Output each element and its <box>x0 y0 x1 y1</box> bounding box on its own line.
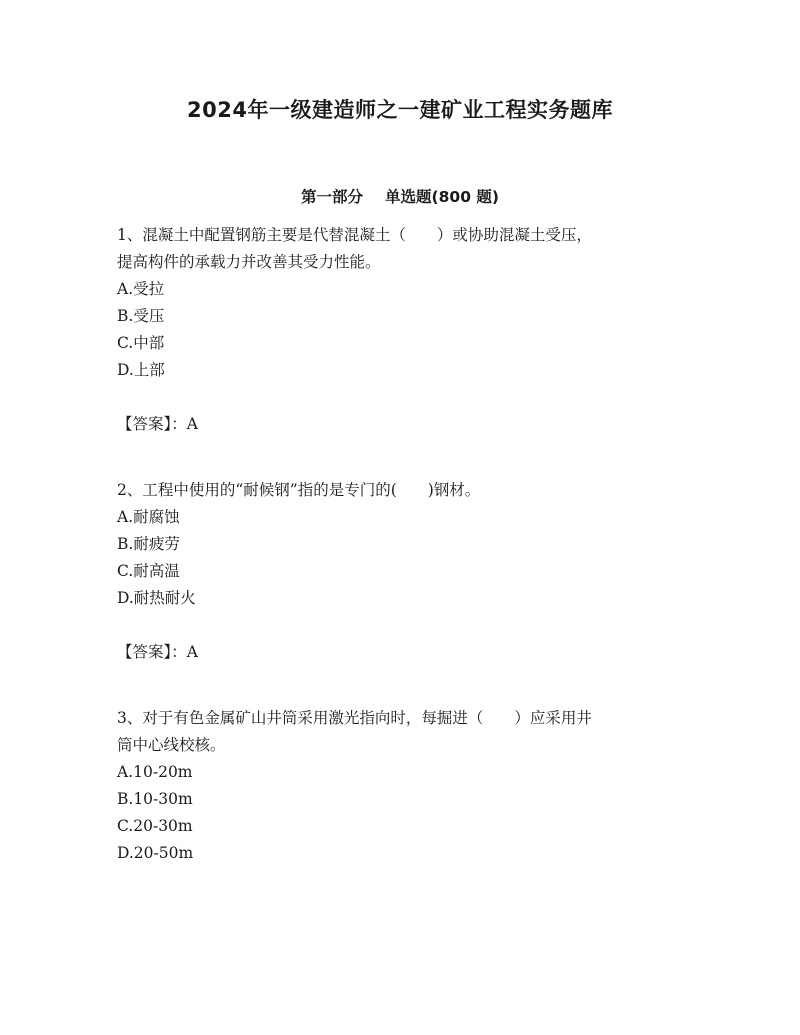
answer-line <box>117 639 683 666</box>
option-b: B.耐疲劳 <box>117 535 180 553</box>
option-a: A.受拉 <box>117 280 165 298</box>
question-stem: 筒中心线校核。 <box>117 736 226 754</box>
answer-label: 【答案】： <box>117 415 187 433</box>
question-stem: 3、对于有色金属矿山井筒采用激光指向时，每掘进（ ）应采用井 <box>117 709 592 727</box>
question-stem: 提高构件的承载力并改善其受力性能。 <box>117 253 381 271</box>
option-c: C.耐高温 <box>117 562 180 580</box>
question-2 <box>117 477 683 666</box>
answer-label: 【答案】： <box>117 643 187 661</box>
answer-line <box>117 411 683 438</box>
section-heading <box>0 185 800 207</box>
question-1 <box>117 222 683 438</box>
option-c: C.中部 <box>117 334 165 352</box>
option-b: B.受压 <box>117 307 165 325</box>
answer-value: A <box>186 415 198 433</box>
section-part: 第一部分 <box>301 188 364 206</box>
option-d: D.上部 <box>117 361 165 379</box>
option-c: C.20-30m <box>117 817 193 835</box>
question-stem: 2、工程中使用的“耐候钢”指的是专门的( )钢材。 <box>117 481 481 499</box>
option-a: A.耐腐蚀 <box>117 508 180 526</box>
option-a: A.10-20m <box>117 763 193 781</box>
answer-value: A <box>186 643 198 661</box>
question-3 <box>117 705 683 867</box>
option-d: D.耐热耐火 <box>117 589 196 607</box>
option-b: B.10-30m <box>117 790 193 808</box>
question-list <box>117 222 683 867</box>
option-d: D.20-50m <box>117 844 194 862</box>
document-title: 2024年一级建造师之一建矿业工程实务题库 <box>187 98 613 122</box>
question-stem: 1、混凝土中配置钢筋主要是代替混凝土（ ）或协助混凝土受压， <box>117 226 592 244</box>
section-name: 单选题(800 题) <box>385 188 499 206</box>
